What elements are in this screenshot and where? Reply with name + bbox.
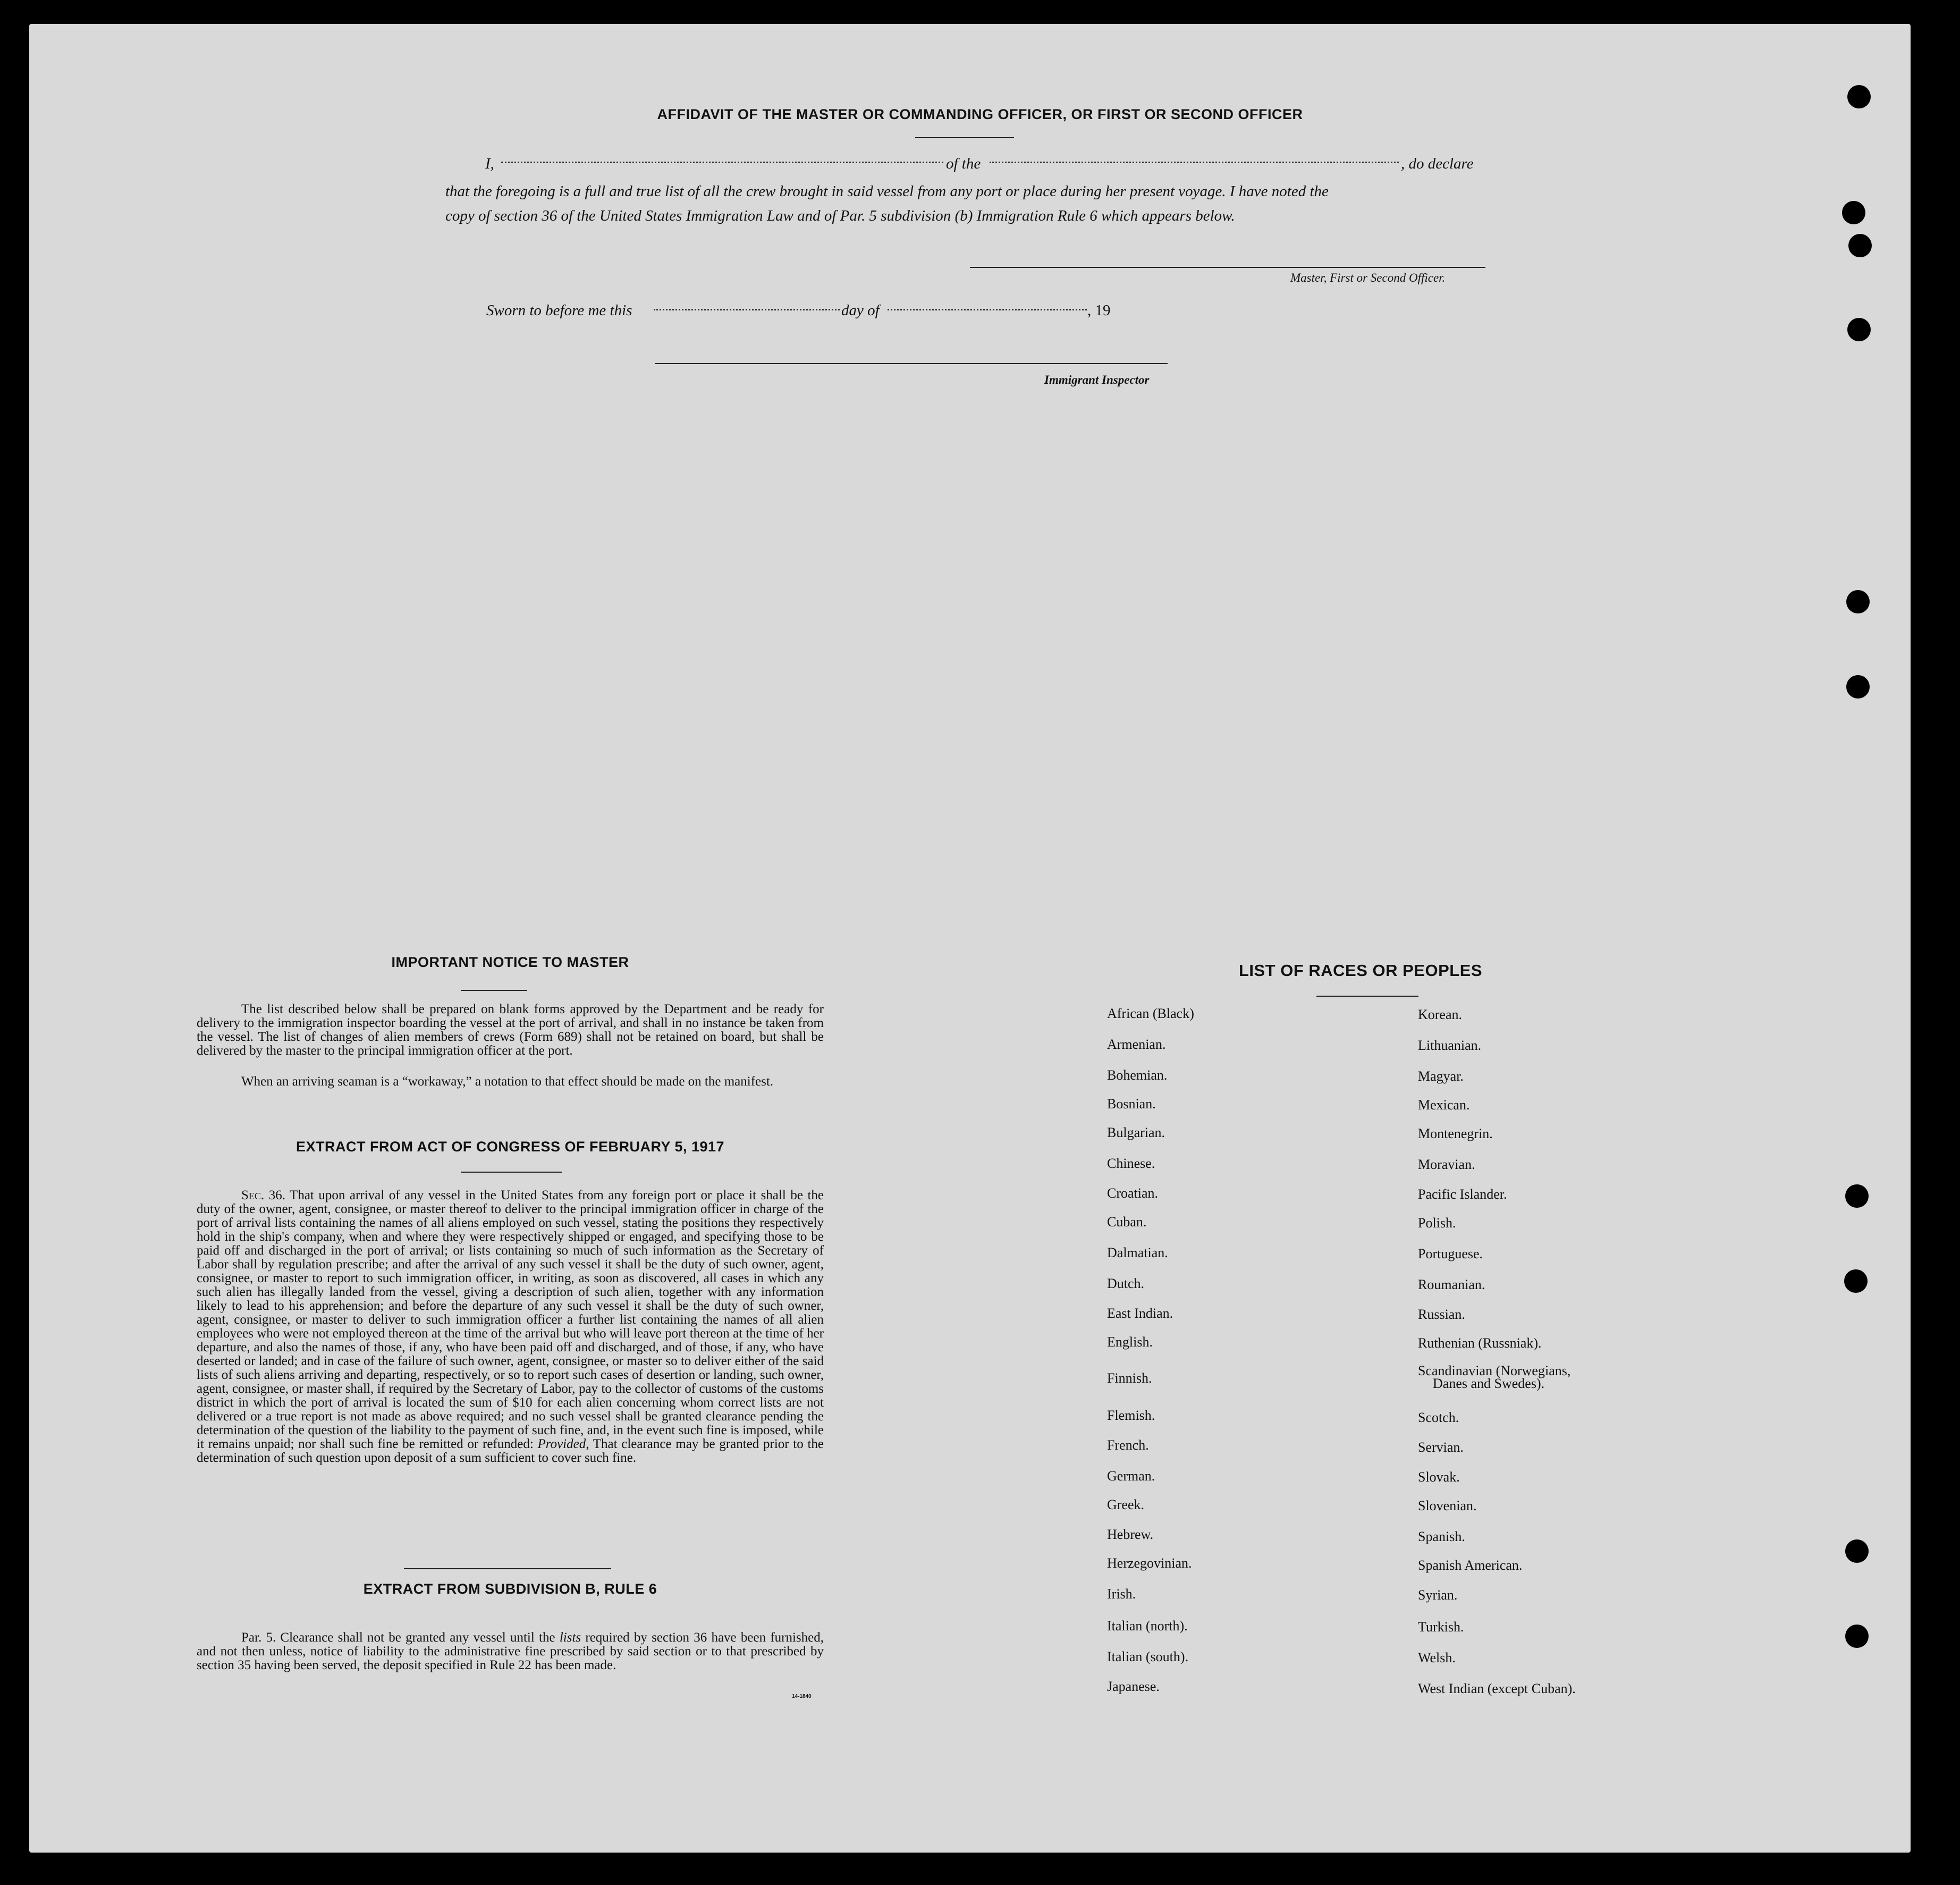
sworn-day-blank[interactable] bbox=[654, 309, 840, 310]
race-item: Slovenian. bbox=[1418, 1498, 1477, 1513]
punch-hole-icon bbox=[1847, 318, 1871, 341]
race-item: Turkish. bbox=[1418, 1619, 1464, 1635]
race-item: Portuguese. bbox=[1418, 1246, 1483, 1261]
race-item: Ruthenian (Russniak). bbox=[1418, 1335, 1542, 1351]
affidavit-declare: , do declare bbox=[1401, 155, 1474, 172]
divider bbox=[461, 1172, 562, 1173]
divider bbox=[915, 137, 1014, 138]
race-item: Servian. bbox=[1418, 1440, 1464, 1455]
punch-hole-icon bbox=[1847, 85, 1871, 108]
divider bbox=[461, 990, 527, 991]
notice-title: IMPORTANT NOTICE TO MASTER bbox=[391, 954, 629, 970]
race-item: West Indian (except Cuban). bbox=[1418, 1681, 1576, 1696]
race-item: Bulgarian. bbox=[1107, 1125, 1165, 1140]
race-item: Welsh. bbox=[1418, 1650, 1456, 1665]
rule-paragraph bbox=[197, 1631, 824, 1672]
section-label: Sec. 36. bbox=[241, 1188, 285, 1202]
provided-word: Provided, bbox=[537, 1437, 589, 1451]
month-blank[interactable] bbox=[888, 309, 1087, 310]
race-item: Mexican. bbox=[1418, 1097, 1470, 1113]
rule-text-a: Par. 5. Clearance shall not be granted any vessel until the bbox=[241, 1630, 555, 1645]
notice-paragraph-2: When an arriving seaman is a “workaway,” a notation to that effect should be made on the manifest. bbox=[241, 1074, 774, 1089]
punch-hole-icon bbox=[1844, 1269, 1868, 1293]
race-item: Croatian. bbox=[1107, 1185, 1159, 1201]
race-item: Finnish. bbox=[1107, 1370, 1152, 1386]
sworn-text: Sworn to before me this bbox=[486, 302, 632, 319]
master-label: Master, First or Second Officer. bbox=[1290, 271, 1446, 284]
race-item: Italian (south). bbox=[1107, 1649, 1189, 1664]
race-item: Spanish. bbox=[1418, 1529, 1465, 1544]
lists-word: lists bbox=[559, 1630, 581, 1645]
race-item: Polish. bbox=[1418, 1215, 1456, 1231]
inspector-label: Immigrant Inspector bbox=[1044, 373, 1150, 386]
race-item: Dalmatian. bbox=[1107, 1245, 1168, 1260]
race-item: Scotch. bbox=[1418, 1410, 1459, 1425]
punch-hole-icon bbox=[1848, 234, 1872, 257]
race-item: East Indian. bbox=[1107, 1306, 1173, 1321]
race-item: Herzegovinian. bbox=[1107, 1555, 1192, 1571]
act-text-end: That clearance may be granted prior to the determination of such question upon deposit of a sum sufficient to cover such fine. bbox=[197, 1437, 824, 1465]
race-item: Syrian. bbox=[1418, 1587, 1458, 1603]
punch-hole-icon bbox=[1845, 1625, 1869, 1648]
act-title: EXTRACT FROM ACT OF CONGRESS OF FEBRUARY 5, 1917 bbox=[295, 1139, 725, 1155]
race-item: Danes and Swedes). bbox=[1433, 1376, 1545, 1391]
race-item: Cuban. bbox=[1107, 1214, 1147, 1230]
races-title: LIST OF RACES OR PEOPLES bbox=[1238, 961, 1483, 980]
race-item: African (Black) bbox=[1107, 1006, 1194, 1021]
race-item: Flemish. bbox=[1107, 1408, 1155, 1423]
affidavit-title: AFFIDAVIT OF THE MASTER OR COMMANDING OFFICER, OR FIRST OR SECOND OFFICER bbox=[657, 106, 1303, 122]
act-text: That upon arrival of any vessel in the United States from any foreign port or place it shall be the duty of the owner, agent, consignee, or master thereof to deliver to the principal immigration officer in charge of the port of arrival lists containing the names of all aliens employed on such vessel, stating the positions they respectively hold in the ship's company, when and where they were respectively shipped or engaged, and specifying those to be paid off and discharged in the port of arrival; or lists containing so much of such information as the Secretary of Labor shall by regulation prescribe; and after the arrival of any such vessel it shall be the duty of such owner, agent, consignee, or master to report to such immigration officer, in writing, as soon as discovered, all cases in which any such alien has illegally landed from the vessel, giving a description of such alien, together with any information likely to lead to his apprehension; and before the departure of any such vessel it shall be the duty of such owner, agent, consignee, or master to deliver to such immigration officer a further list containing the names of all alien employees who were not employed thereon at the time of the arrival but who will leave port thereon at the time of her departure, and also the names of those, if any, who have been paid off and discharged, and of those, if any, who have deserted or landed; and in case of the failure of such owner, agent, consignee, or master so to deliver either of the said lists of such aliens arriving and departing, respectively, or so to report such cases of desertion or landing, such owner, agent, consignee, or master shall, if required by the Secretary of Labor, pay to the collector of customs of the customs district in which the port of arrival is located the sum of $10 for each alien concerning whom correct lists are not delivered or a true report is not made as above required; and no such vessel shall be granted clearance pending the determination of the question of the liability to the payment of such fine, and, in the event such fine is imposed, while it remains unpaid; nor shall such fine be remitted or refunded: bbox=[197, 1188, 824, 1451]
inspector-signature-line[interactable] bbox=[655, 363, 1168, 364]
year-prefix: , 19 bbox=[1087, 302, 1111, 319]
race-item: Montenegrin. bbox=[1418, 1126, 1493, 1141]
race-item: Bohemian. bbox=[1107, 1067, 1168, 1083]
race-item: Lithuanian. bbox=[1418, 1038, 1482, 1053]
race-item: Russian. bbox=[1418, 1307, 1465, 1322]
act-section-36 bbox=[197, 1189, 824, 1465]
race-item: Roumanian. bbox=[1418, 1277, 1485, 1292]
divider bbox=[1316, 996, 1418, 997]
race-item: Chinese. bbox=[1107, 1156, 1155, 1171]
race-item: Greek. bbox=[1107, 1497, 1145, 1512]
vessel-blank[interactable] bbox=[990, 162, 1399, 163]
affidavit-line2: that the foregoing is a full and true list of all the crew brought in said vessel from any port or place during her present voyage. I have noted the bbox=[445, 183, 1329, 200]
race-item: Bosnian. bbox=[1107, 1096, 1156, 1112]
day-of-text: day of bbox=[841, 302, 880, 319]
affidavit-of-the: of the bbox=[946, 155, 981, 172]
rule-title: EXTRACT FROM SUBDIVISION B, RULE 6 bbox=[363, 1581, 657, 1597]
race-item: German. bbox=[1107, 1468, 1155, 1484]
master-signature-line[interactable] bbox=[970, 267, 1485, 268]
race-item: Japanese. bbox=[1107, 1679, 1160, 1694]
race-item: Pacific Islander. bbox=[1418, 1186, 1507, 1202]
race-item: Irish. bbox=[1107, 1586, 1136, 1602]
notice-paragraph-1: The list described below shall be prepared on blank forms approved by the Department and be ready for delivery to the immigration inspector boarding the vessel at the port of arrival, and shall in no instance be taken from the vessel. The list of changes of alien members of crews (Form 689) shall not be retained on board, but shall be delivered by the master to the principal immigration officer at the port. bbox=[197, 1002, 824, 1058]
form-number: 14-1840 bbox=[792, 1694, 812, 1699]
race-item: Slovak. bbox=[1418, 1469, 1460, 1485]
race-item: Spanish American. bbox=[1418, 1558, 1523, 1573]
race-item: French. bbox=[1107, 1437, 1149, 1453]
race-item: Korean. bbox=[1418, 1007, 1463, 1022]
punch-hole-icon bbox=[1846, 590, 1870, 613]
race-item: Hebrew. bbox=[1107, 1527, 1154, 1542]
punch-hole-icon bbox=[1842, 201, 1865, 224]
race-item: Italian (north). bbox=[1107, 1618, 1188, 1634]
race-item: Moravian. bbox=[1418, 1157, 1475, 1172]
race-item: English. bbox=[1107, 1334, 1153, 1350]
race-item: Scandinavian (Norwegians, bbox=[1418, 1363, 1571, 1378]
race-item: Magyar. bbox=[1418, 1068, 1464, 1084]
name-blank[interactable] bbox=[501, 162, 943, 163]
race-item: Dutch. bbox=[1107, 1276, 1145, 1291]
affidavit-line3: copy of section 36 of the United States Immigration Law and of Par. 5 subdivision (b) Immigration Rule 6 which appears below. bbox=[445, 207, 1235, 224]
punch-hole-icon bbox=[1846, 675, 1870, 699]
affidavit-i: I, bbox=[485, 155, 494, 172]
divider bbox=[404, 1568, 611, 1569]
rule-text-b: required by section 36 have been furnished, and not then unless, notice of liability to the administrative fine prescribed by said section or to that prescribed by section 35 having been served, the deposit specified in Rule 22 has been made. bbox=[197, 1630, 824, 1672]
race-item: Armenian. bbox=[1107, 1037, 1166, 1052]
punch-hole-icon bbox=[1845, 1539, 1869, 1563]
punch-hole-icon bbox=[1845, 1184, 1869, 1208]
document-page bbox=[29, 24, 1911, 1853]
